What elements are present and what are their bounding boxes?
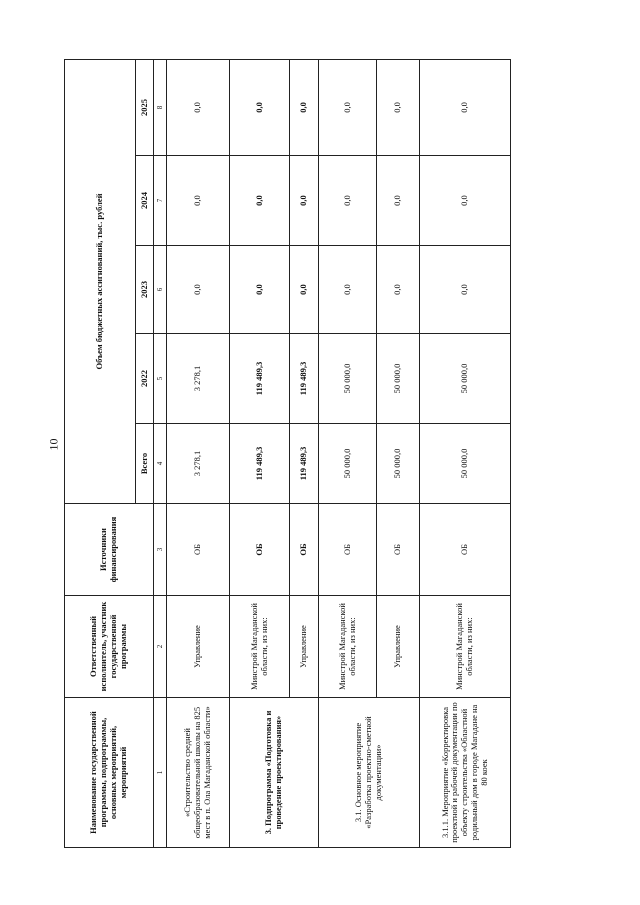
header-name: Наименование государственной программы, подпрограммы, основных мероприятий, мероприятий xyxy=(65,698,154,848)
row-2024: 0,0 xyxy=(377,156,419,246)
row-executor: Минстрой Магаданской области, из них: xyxy=(229,596,290,698)
row-2022: 3 278,1 xyxy=(167,334,230,424)
index-cell: 3 xyxy=(153,504,166,596)
row-total: 3 278,1 xyxy=(167,424,230,504)
row-2024: 0,0 xyxy=(229,156,290,246)
row-2023: 0,0 xyxy=(229,246,290,334)
row-2025: 0,0 xyxy=(318,59,377,155)
row-2022: 50 000,0 xyxy=(318,334,377,424)
row-2025: 0,0 xyxy=(419,59,510,155)
row-name: 3.1.1. Мероприятие «Корректировка проектной и рабочей документации по объекту строительства «Областной родильный дом в городе Магадане на 80 коек xyxy=(419,698,510,848)
row-total: 119 489,3 xyxy=(229,424,290,504)
row-2025: 0,0 xyxy=(229,59,290,155)
page-number: 10 xyxy=(46,438,61,450)
row-source: ОБ xyxy=(290,504,318,596)
row-2023: 0,0 xyxy=(377,246,419,334)
row-2025: 0,0 xyxy=(167,59,230,155)
row-total: 119 489,3 xyxy=(290,424,318,504)
row-total: 50 000,0 xyxy=(377,424,419,504)
row-2022: 119 489,3 xyxy=(229,334,290,424)
index-cell: 1 xyxy=(153,698,166,848)
row-2023: 0,0 xyxy=(419,246,510,334)
index-cell: 2 xyxy=(153,596,166,698)
row-2022: 50 000,0 xyxy=(419,334,510,424)
budget-table xyxy=(64,59,511,848)
header-executor: Ответственный исполнитель, участник государственной программы xyxy=(65,596,154,698)
row-2025: 0,0 xyxy=(290,59,318,155)
row-executor: Минстрой Магаданской области, из них: xyxy=(419,596,510,698)
row-2022: 119 489,3 xyxy=(290,334,318,424)
row-2022: 50 000,0 xyxy=(377,334,419,424)
row-2024: 0,0 xyxy=(167,156,230,246)
index-cell: 4 xyxy=(153,424,166,504)
row-2023: 0,0 xyxy=(318,246,377,334)
row-2023: 0,0 xyxy=(167,246,230,334)
row-2025: 0,0 xyxy=(377,59,419,155)
table-row xyxy=(419,59,510,847)
table-row xyxy=(318,59,377,847)
index-cell: 8 xyxy=(153,59,166,155)
row-executor: Минстрой Магаданской области, из них: xyxy=(318,596,377,698)
row-executor: Управление xyxy=(167,596,230,698)
row-source: ОБ xyxy=(318,504,377,596)
header-source: Источники финансирования xyxy=(65,504,154,596)
header-volume: Объем бюджетных ассигнований, тыс. рублей xyxy=(65,59,136,503)
budget-table-rotated xyxy=(64,60,511,848)
row-total: 50 000,0 xyxy=(419,424,510,504)
row-2024: 0,0 xyxy=(419,156,510,246)
row-2023: 0,0 xyxy=(290,246,318,334)
row-executor: Управление xyxy=(377,596,419,698)
row-source: ОБ xyxy=(229,504,290,596)
row-source: ОБ xyxy=(419,504,510,596)
index-cell: 7 xyxy=(153,156,166,246)
table-row xyxy=(167,59,230,847)
row-total: 50 000,0 xyxy=(318,424,377,504)
header-2022: 2022 xyxy=(135,334,153,424)
table-row xyxy=(229,59,290,847)
row-executor: Управление xyxy=(290,596,318,698)
index-cell: 5 xyxy=(153,334,166,424)
index-cell: 6 xyxy=(153,246,166,334)
index-row xyxy=(153,59,166,847)
row-name: 3. Подпрограмма «Подготовка и проведение проектирования» xyxy=(229,698,318,848)
row-source: ОБ xyxy=(377,504,419,596)
header-2024: 2024 xyxy=(135,156,153,246)
row-2024: 0,0 xyxy=(318,156,377,246)
header-2023: 2023 xyxy=(135,246,153,334)
row-source: ОБ xyxy=(167,504,230,596)
header-row-1 xyxy=(65,59,136,847)
row-name: «Строительство средней общеобразовательной школы на 825 мест в п. Ола Магаданской области» xyxy=(167,698,230,848)
row-2024: 0,0 xyxy=(290,156,318,246)
header-total: Всего xyxy=(135,424,153,504)
row-name: 3.1. Основное мероприятие «Разработка проектно-сметной документации» xyxy=(318,698,419,848)
header-2025: 2025 xyxy=(135,59,153,155)
